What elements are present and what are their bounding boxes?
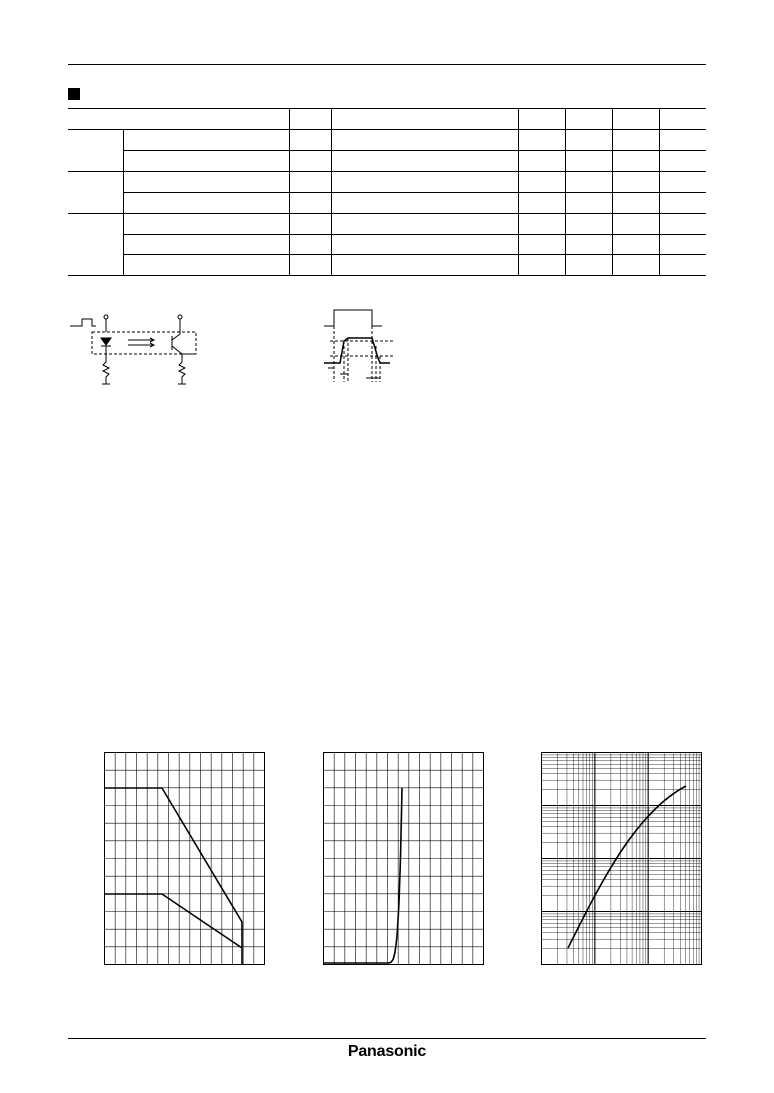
switching-time-waveform-icon — [320, 306, 400, 388]
derating-graph — [104, 752, 265, 966]
optocoupler-test-circuit-icon — [68, 310, 218, 390]
log-log-characteristic-graph — [541, 752, 702, 966]
switching-waveform-figure — [320, 306, 400, 388]
curve-lower — [105, 894, 243, 948]
section-bullet-icon — [68, 88, 80, 100]
forward-characteristic-graph — [323, 752, 484, 966]
forward-curve — [324, 788, 403, 963]
test-circuit-figure — [68, 310, 218, 390]
header-rule — [68, 64, 706, 65]
footer-rule — [68, 1038, 706, 1039]
brand-logo: Panasonic — [347, 1043, 427, 1060]
electrical-characteristics-table — [68, 108, 706, 276]
